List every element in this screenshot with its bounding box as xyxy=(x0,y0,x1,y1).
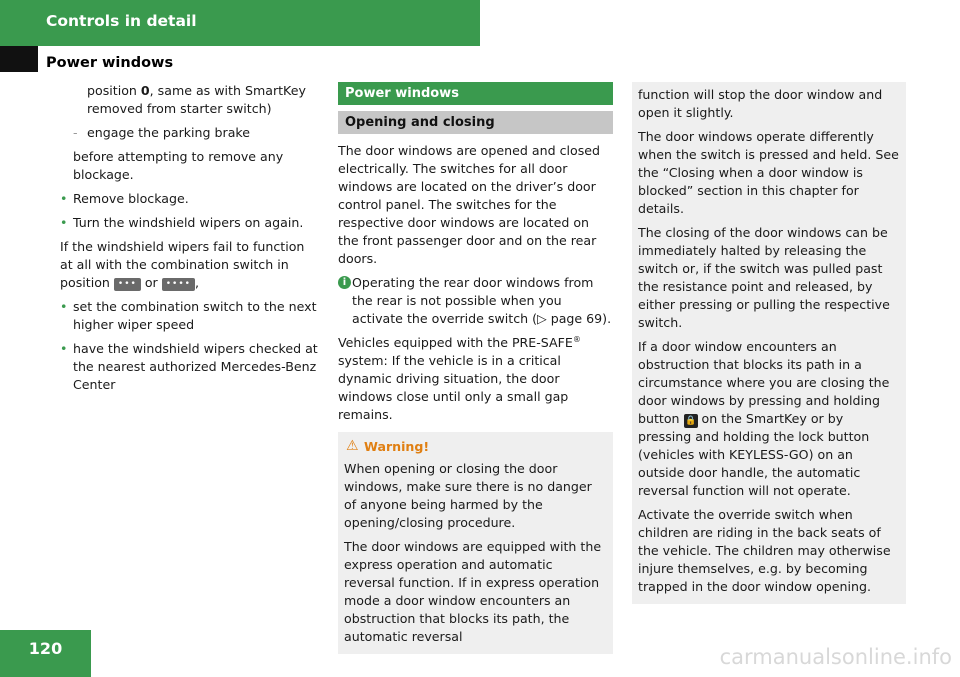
sub-heading: Opening and closing xyxy=(338,111,613,134)
chapter-title: Controls in detail xyxy=(46,12,197,30)
list-item: • set the combination switch to the next higher wiper speed xyxy=(60,299,317,332)
warning-box xyxy=(338,432,613,654)
warning-continued-panel xyxy=(632,82,906,604)
bullet-icon: • xyxy=(60,299,68,314)
section-title: Power windows xyxy=(46,55,174,71)
bullet-icon: • xyxy=(60,215,68,230)
section-heading: Power windows xyxy=(338,82,613,105)
info-circle-icon: i xyxy=(338,276,351,289)
warning-paragraph: The door windows are equipped with the express operation and automatic reversal function. If in express operation mode a door window encounters an obstruction that blocks its path, the automatic reversal xyxy=(344,539,602,644)
blockage-paragraph: before attempting to remove any blockage. xyxy=(73,149,284,182)
lock-icon: 🔒 xyxy=(684,416,697,426)
watermark: carmanualsonline.info xyxy=(719,645,952,669)
section-tab-marker xyxy=(0,46,38,72)
column-middle xyxy=(338,82,613,654)
warning-paragraph: If a door window encounters an obstruction that blocks its path in a circumstance where you are closing the door windows by pressing and holding button 🔒 on the SmartKey or by pressing and holding the lock button (vehicles with KEYLESS-GO) on an outside door handle, the automatic reversal function will not operate. xyxy=(638,339,890,498)
warning-paragraph: The closing of the door windows can be immediately halted by releasing the switch or, if the switch was pulled past the resistance point and released, by either pressing or pulling the respective switch. xyxy=(638,225,890,330)
warning-triangle-icon: ⚠ xyxy=(346,438,359,454)
warning-paragraph: The door windows operate differently when the switch is pressed and held. See the “Closing when a door window is blocked” section in this chapter for details. xyxy=(638,129,899,216)
list-item: • Turn the windshield wipers on again. xyxy=(60,215,304,230)
body-paragraph: The door windows are opened and closed electrically. The switches for all door windows are located on the driver’s door control panel. The switches for the respective door windows are located on the front passenger door and on the rear doors. xyxy=(338,143,601,266)
bullet-icon: • xyxy=(60,191,68,206)
warning-paragraph: Activate the override switch when children are riding in the back seats of the vehicle. The children may otherwise injure themselves, e.g. by becoming trapped in the door window opening. xyxy=(638,507,891,594)
wiper-fail-paragraph: If the windshield wipers fail to function at all with the combination switch in position ••• or •••• , xyxy=(60,239,305,290)
warning-paragraph: function will stop the door window and open it slightly. xyxy=(638,87,883,120)
column-left xyxy=(60,82,318,400)
page-number: 120 xyxy=(28,639,63,658)
list-item: • Remove blockage. xyxy=(60,191,189,206)
column-right xyxy=(632,82,906,604)
bullet-icon: • xyxy=(60,341,68,356)
list-item: - engage the parking brake xyxy=(73,125,250,140)
warning-paragraph: When opening or closing the door windows, make sure there is no danger of anyone being harmed by the opening/closing procedure. xyxy=(344,461,592,530)
dash-marker: - xyxy=(73,125,78,140)
info-note: i Operating the rear door windows from the rear is not possible when you activate the override switch (▷ page 69). xyxy=(338,274,613,328)
wiper-interval-icon: ••• xyxy=(114,278,141,291)
warning-heading: ⚠ Warning! xyxy=(346,438,430,454)
list-item: • have the windshield wipers checked at the nearest authorized Mercedes-Benz Center xyxy=(60,341,318,392)
pre-safe-paragraph: Vehicles equipped with the PRE-SAFE® system: If the vehicle is in a critical dynamic driving situation, the door windows close until only a small gap remains. xyxy=(338,334,581,422)
intro-paragraph: position 0, same as with SmartKey removed from starter switch) xyxy=(87,83,306,116)
wiper-continuous-icon: •••• xyxy=(162,278,195,291)
